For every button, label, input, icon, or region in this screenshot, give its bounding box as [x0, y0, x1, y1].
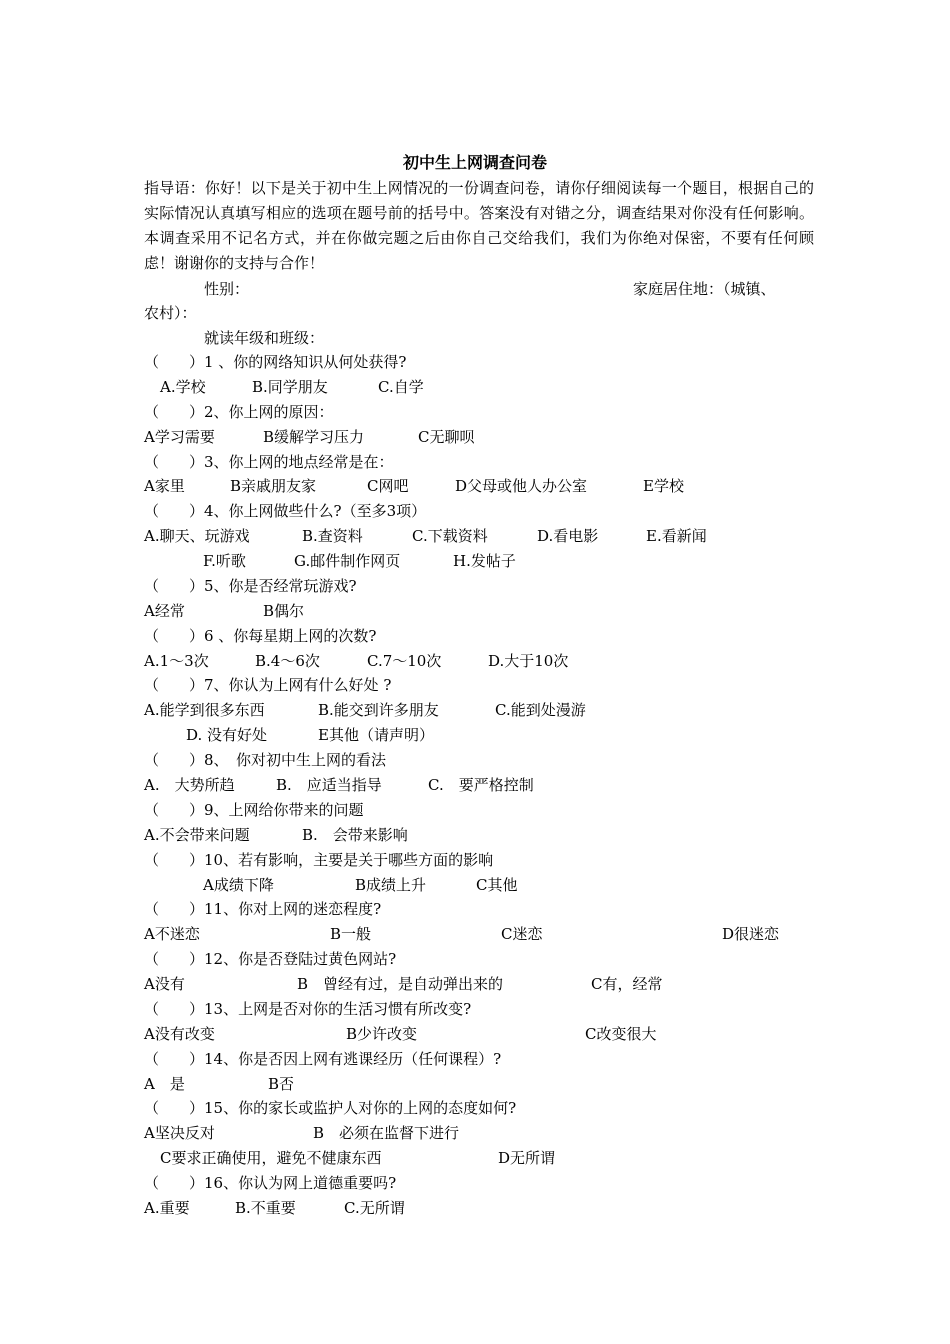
question-text: （ ）6 、你每星期上网的次数? [144, 627, 377, 645]
question-text: （ ）10、若有影响，主要是关于哪些方面的影响 [144, 851, 494, 869]
option: A. 大势所趋 [144, 776, 235, 794]
option: A.能学到很多东西 [144, 701, 265, 719]
option: A.学校 [160, 378, 206, 396]
option: B.同学朋友 [252, 378, 328, 396]
question-text: （ ）15、你的家长或监护人对你的上网的态度如何? [144, 1099, 517, 1117]
option: C.7～10次 [367, 652, 442, 670]
option: C.自学 [378, 378, 424, 396]
option: B亲戚朋友家 [230, 477, 317, 495]
option: B.4～6次 [255, 652, 320, 670]
option: A经常 [144, 602, 185, 620]
option: C.无所谓 [344, 1199, 405, 1217]
option: A学习需要 [144, 428, 215, 446]
question-text: （ ）13、上网是否对你的生活习惯有所改变? [144, 1000, 472, 1018]
question-text: （ ）4、你上网做些什么?（至多3项） [144, 502, 427, 520]
option: A.1～3次 [144, 652, 209, 670]
question-text: （ ）11、你对上网的迷恋程度? [144, 900, 382, 918]
option: B.不重要 [235, 1199, 296, 1217]
option: B少许改变 [346, 1025, 418, 1043]
question-text: （ ）1 、你的网络知识从何处获得? [144, 353, 407, 371]
question-text: （ ）5、你是否经常玩游戏? [144, 577, 357, 595]
option: C.下载资料 [412, 527, 488, 545]
option: H.发帖子 [453, 552, 516, 570]
intro-paragraph: 指导语：你好！以下是关于初中生上网情况的一份调查问卷，请你仔细阅读每一个题目，根据自己的实际情况认真填写相应的选项在题号前的括号中。答案没有对错之分，调查结果对你没有任何影响。本调查采用不记名方式，并在你做完题之后由你自己交给我们，我们为你绝对保密，不要有任何顾虑！谢谢你的支持与合作！ [144, 179, 814, 272]
option: E学校 [643, 477, 684, 495]
question-text: （ ）9、上网给你带来的问题 [144, 801, 364, 819]
option: A成绩下降 [203, 876, 274, 894]
option: C. 要严格控制 [428, 776, 534, 794]
option: C其他 [476, 876, 518, 894]
grade-label: 就读年级和班级： [204, 329, 325, 347]
question-text: （ ）8、 你对初中生上网的看法 [144, 751, 387, 769]
option: A.重要 [144, 1199, 190, 1217]
option: G.邮件制作网页 [294, 552, 401, 570]
page-title: 初中生上网调查问卷 [402, 153, 547, 172]
option: A坚决反对 [144, 1124, 215, 1142]
option: D很迷恋 [722, 925, 780, 943]
option: B一般 [330, 925, 372, 943]
option: A没有 [144, 975, 185, 993]
question-text: （ ）3、你上网的地点经常是在： [144, 453, 394, 471]
option: A.聊天、玩游戏 [144, 527, 250, 545]
option: C要求正确使用，避免不健康东西 [160, 1149, 382, 1167]
option: B偶尔 [263, 602, 305, 620]
option: A家里 [144, 477, 185, 495]
option: C无聊呗 [418, 428, 475, 446]
option: C有，经常 [591, 975, 663, 993]
option: D父母或他人办公室 [455, 477, 588, 495]
option: B 曾经有过，是自动弹出来的 [297, 975, 504, 993]
residence-label: 家庭居住地：（城镇、 [633, 280, 776, 298]
option: A 是 [144, 1075, 185, 1093]
option: D. 没有好处 [186, 726, 268, 744]
option: C.能到处漫游 [495, 701, 586, 719]
option: D.大于10次 [488, 652, 569, 670]
option: A.不会带来问题 [144, 826, 250, 844]
question-text: （ ）16、你认为网上道德重要吗? [144, 1174, 397, 1192]
option: B缓解学习压力 [263, 428, 365, 446]
option: C网吧 [367, 477, 409, 495]
option: D无所谓 [498, 1149, 556, 1167]
option: B否 [268, 1075, 295, 1093]
option: B成绩上升 [355, 876, 427, 894]
question-text: （ ）2、你上网的原因： [144, 403, 334, 421]
gender-label: 性别： [204, 280, 250, 298]
option: E.看新闻 [646, 527, 707, 545]
option: C迷恋 [501, 925, 543, 943]
option: B. 应适当指导 [276, 776, 382, 794]
question-text: （ ）14、你是否因上网有逃课经历（任何课程）? [144, 1050, 502, 1068]
residence-label-cont: 农村）： [144, 304, 197, 322]
option: A不迷恋 [144, 925, 200, 943]
option: E其他（请声明） [318, 726, 434, 744]
option: D.看电影 [537, 527, 599, 545]
question-text: （ ）12、你是否登陆过黄色网站? [144, 950, 397, 968]
question-text: （ ）7、你认为上网有什么好处 ? [144, 676, 392, 694]
option: B.查资料 [302, 527, 363, 545]
option: F.听歌 [203, 552, 246, 570]
option: B. 会带来影响 [302, 826, 408, 844]
option: B 必须在监督下进行 [313, 1124, 460, 1142]
option: B.能交到许多朋友 [318, 701, 439, 719]
option: C改变很大 [585, 1025, 657, 1043]
option: A没有改变 [144, 1025, 215, 1043]
